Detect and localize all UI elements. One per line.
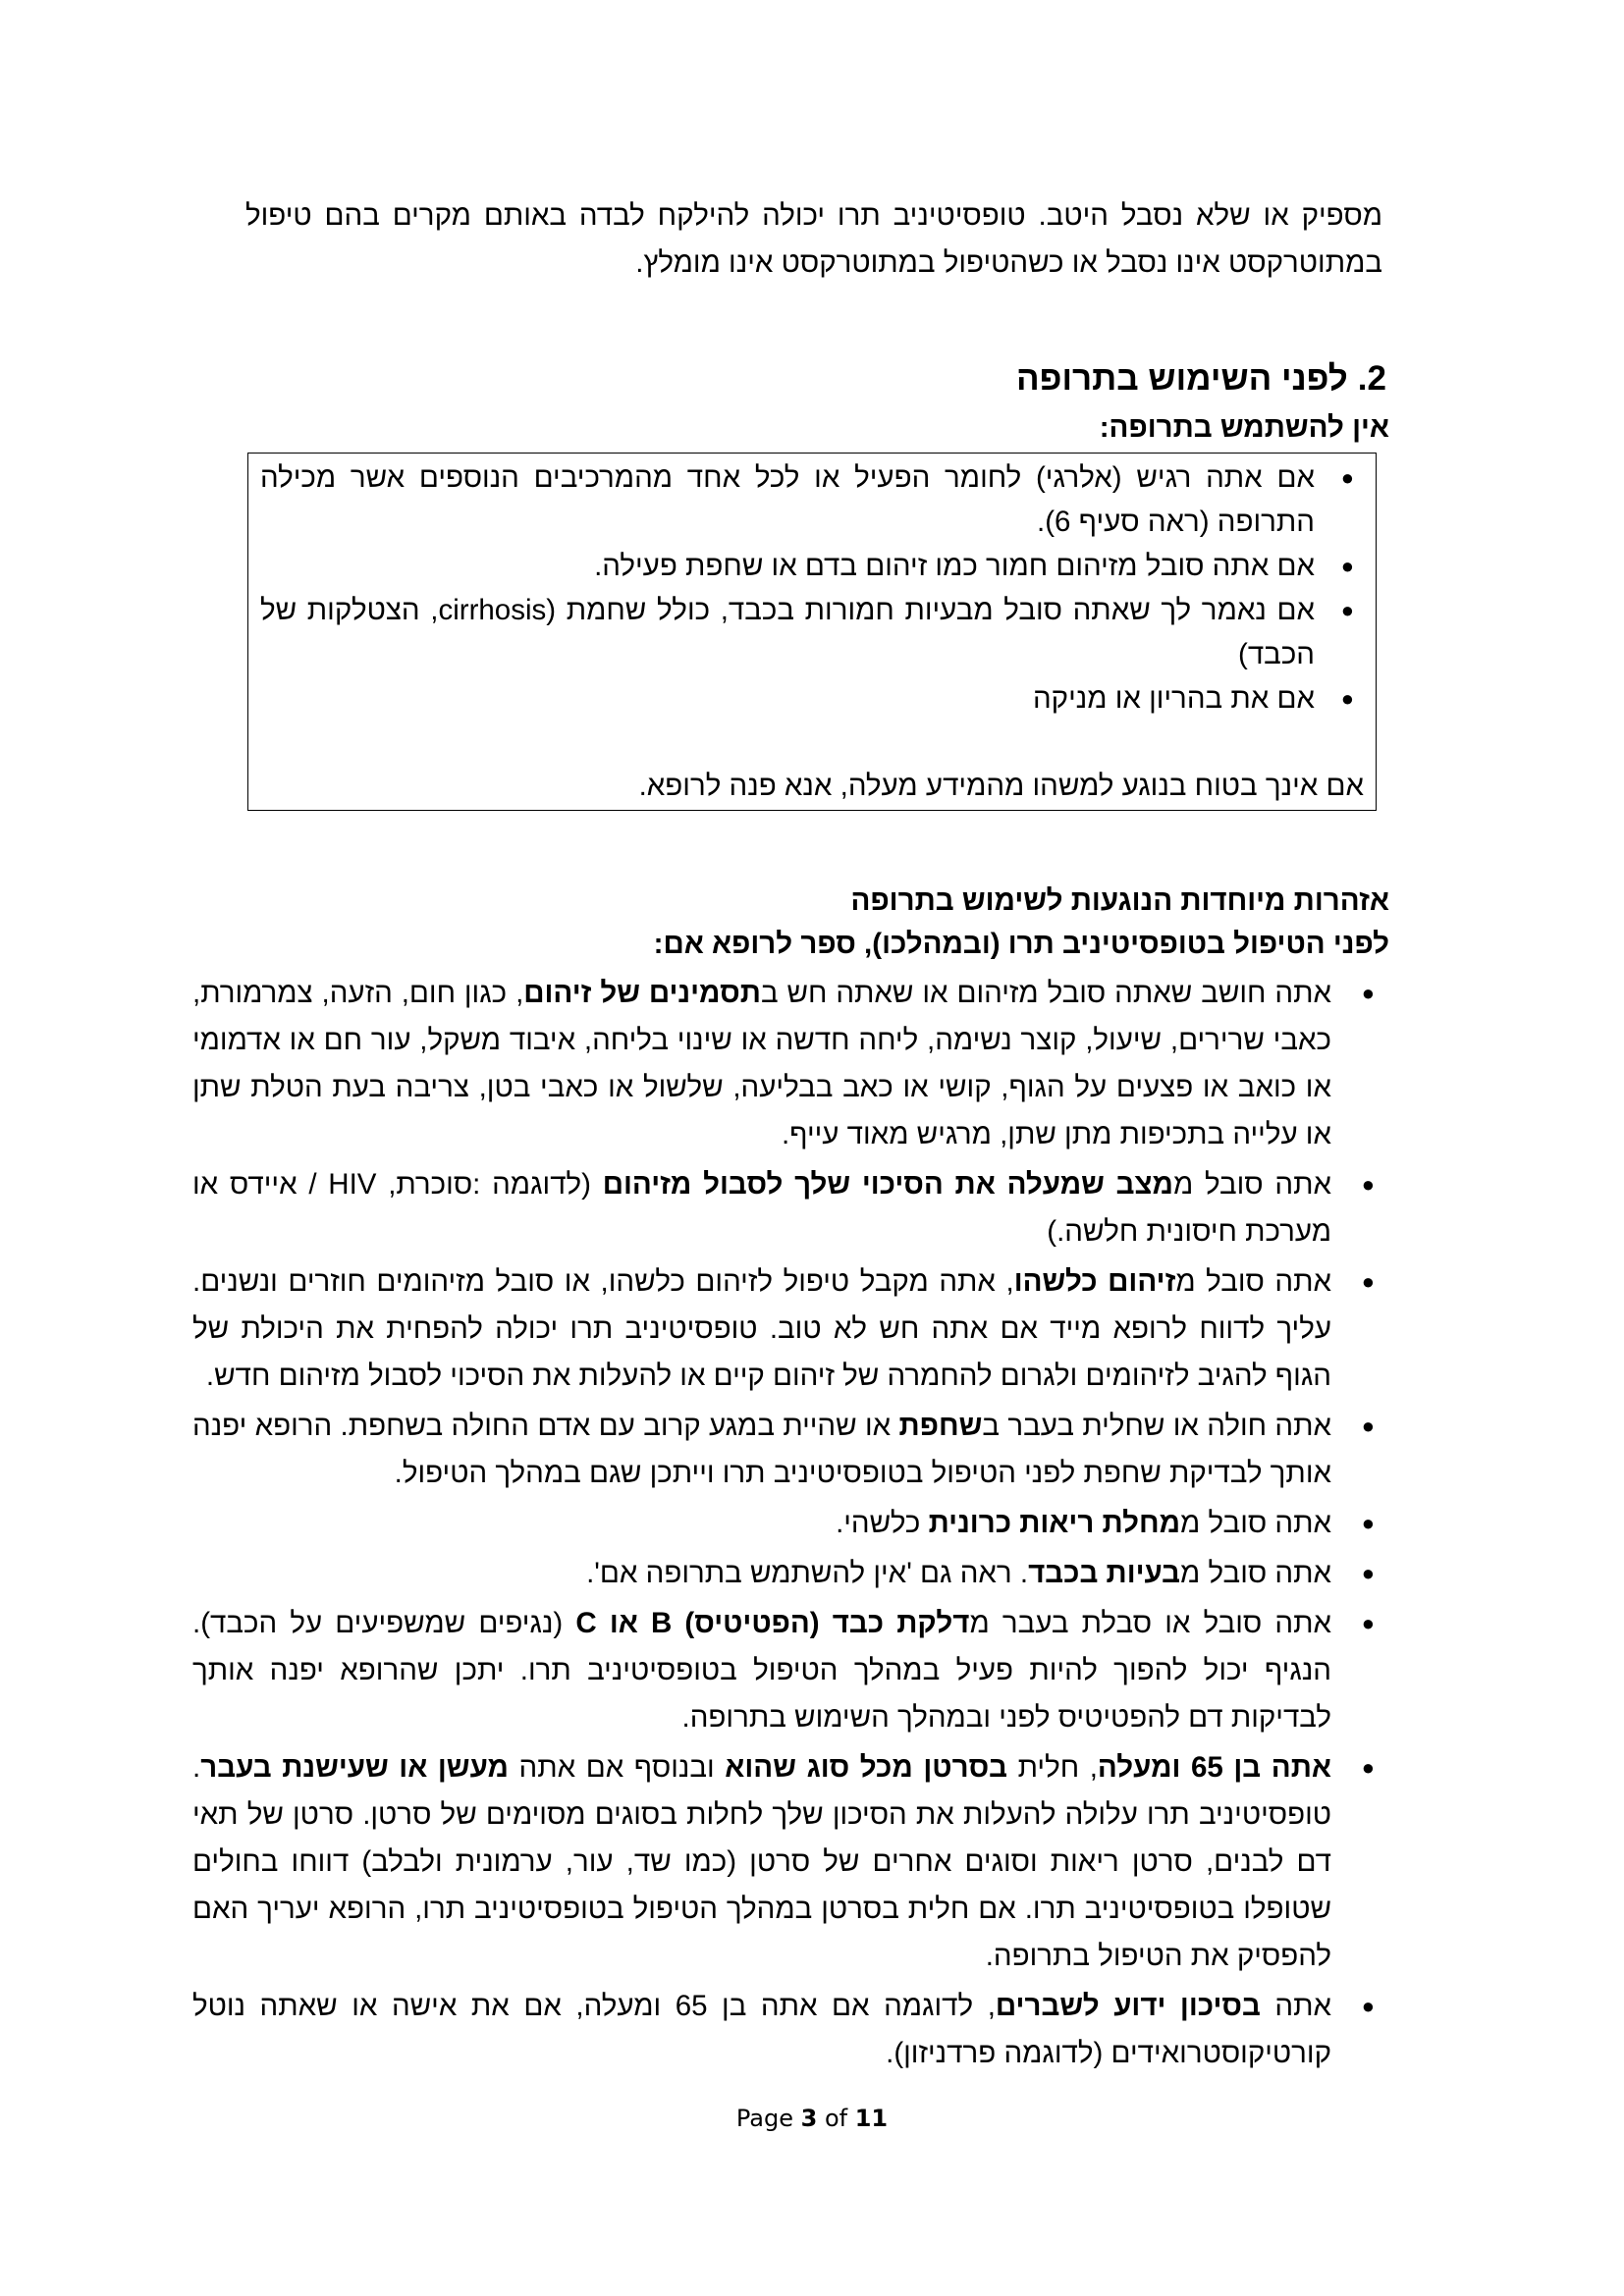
warnings-list	[192, 970, 1388, 2077]
contraindications-heading: אין להשתמש בתרופה:	[1099, 411, 1389, 444]
bullet-icon: ●	[1361, 1561, 1375, 1585]
current-page: 3	[800, 2105, 818, 2132]
list-item: ● אתה סובל מזיהום כלשהו, אתה מקבל טיפול לזיהום כלשהו, או סובל מזיהומים חוזרים ונשנים. עליך לדווח לרופא מייד אם אתה חש לא טוב. טופסיטיניב תרו יכולה להפחית את היכולת של הגוף להגיב לזיהומים ולגרום להחמרה של זיהום קיים או להעלות את הסיכוי לסבול מזיהום חדש.	[192, 1258, 1388, 1400]
contraindications-note: אם אינך בטוח בנוגע למשהו מהמידע מעלה, אנא פנה לרופא.	[638, 770, 1364, 802]
bullet-icon: ●	[1340, 554, 1354, 578]
section-heading	[245, 355, 1386, 402]
bullet-icon: ●	[1340, 598, 1354, 622]
list-item: ● אם את בהריון או מניקה	[260, 676, 1362, 721]
warnings-section	[192, 970, 1388, 2080]
list-item: ● אתה סובל מבעיות בכבד. ראה גם 'אין להשתמש בתרופה אם'.	[192, 1550, 1388, 1597]
total-pages: 11	[854, 2105, 889, 2132]
list-item: ● אתה בסיכון ידוע לשברים, לדוגמה אם אתה בן 65 ומעלה, אם את אישה או שאתה נוטל קורטיקוסטרואידים (לדוגמה פרדניזון).	[192, 1983, 1388, 2077]
list-item: ● אתה חושב שאתה סובל מזיהום או שאתה חש בתסמינים של זיהום, כגון חום, הזעה, צמרמורת, כאבי שרירים, שיעול, קוצר נשימה, ליחה חדשה או שינוי בליחה, איבוד משקל, עור חם או אדמומי או כואב או פצעים על הגוף, קושי או כאב בבליעה, שלשול או כאבי בטן, צריבה בעת הטלת שתן או עלייה בתכיפות מתן שתן, מרגיש מאוד עייף.	[192, 970, 1388, 1158]
list-item: ● אתה בן 65 ומעלה, חלית בסרטן מכל סוג שהוא ובנוסף אם אתה מעשן או שעישנת בעבר. טופסיטיניב תרו עלולה להעלות את הסיכון שלך לחלות בסוגים מסוימים של סרטן. סרטן של תאי דם לבנים, סרטן ריאות וסוגים אחרים של סרטן (כמו שד, עור, ערמונית ולבלב) דווחו בחולים שטופלו בטופסיטיניב תרו. אם חלית בסרטן במהלך הטיפול בטופסיטיניב תרו, הרופא יעריך האם להפסיק את הטיפול בתרופה.	[192, 1744, 1388, 1980]
list-item: ● אתה סובל ממחלת ריאות כרונית כלשהי.	[192, 1500, 1388, 1547]
bullet-icon: ●	[1361, 1755, 1375, 1780]
list-item: ● אתה חולה או שחלית בעבר בשחפת או שהיית במגע קרוב עם אדם החולה בשחפת. הרופא יפנה אותך לבדיקת שחפת לפני הטיפול בטופסיטיניב תרו וייתכן שגם במהלך הטיפול.	[192, 1403, 1388, 1497]
contraindications-list	[260, 455, 1362, 721]
section-title: לפני השימוש בתרופה	[1015, 359, 1348, 398]
bullet-icon: ●	[1361, 1994, 1375, 2018]
bullet-icon: ●	[1361, 1414, 1375, 1438]
bullet-icon: ●	[1340, 686, 1354, 711]
warnings-heading: אזהרות מיוחדות הנוגעות לשימוש בתרופה	[850, 884, 1389, 917]
warnings-subheading: לפני הטיפול בטופסיטיניב תרו (ובמהלכו), ספר לרופא אם:	[653, 928, 1389, 960]
bullet-icon: ●	[1361, 1511, 1375, 1535]
page-footer: Page 3 of 11	[735, 2105, 889, 2132]
bullet-icon: ●	[1361, 1172, 1375, 1197]
bullet-icon: ●	[1340, 465, 1354, 490]
bullet-icon: ●	[1361, 1269, 1375, 1294]
contraindications-box	[247, 453, 1377, 811]
list-item: ● אם נאמר לך שאתה סובל מבעיות חמורות בכבד, כולל שחמת (cirrhosis, הצטלקות של הכבד)	[260, 588, 1362, 676]
bullet-icon: ●	[1361, 1611, 1375, 1635]
bullet-icon: ●	[1361, 981, 1375, 1005]
list-item: ● אם אתה רגיש (אלרגי) לחומר הפעיל או לכל אחד מהמרכיבים הנוספים אשר מכילה התרופה (ראה סעיף 6).	[260, 455, 1362, 544]
intro-paragraph: מספיק או שלא נסבל היטב. טופסיטיניב תרו יכולה להילקח לבדה באותם מקרים בהם טיפול במתוטרקסט אינו נסבל או כשהטיפול במתוטרקסט אינו מומלץ.	[245, 199, 1382, 279]
list-item: ● אם אתה סובל מזיהום חמור כמו זיהום בדם או שחפת פעילה.	[260, 544, 1362, 588]
section-number: 2.	[1357, 359, 1386, 398]
list-item: ● אתה סובל ממצב שמעלה את הסיכוי שלך לסבול מזיהום (לדוגמה :סוכרת, HIV / איידס או מערכת חיסונית חלשה.)	[192, 1161, 1388, 1255]
list-item: ● אתה סובל או סבלת בעבר מדלקת כבד (הפטיטיס) B או C (נגיפים שמשפיעים על הכבד). הנגיף יכול להפוך להיות פעיל במהלך הטיפול בטופסיטיניב תרו. יתכן שהרופא יפנה אותך לבדיקות דם להפטיטיס לפני ובמהלך השימוש בתרופה.	[192, 1600, 1388, 1741]
